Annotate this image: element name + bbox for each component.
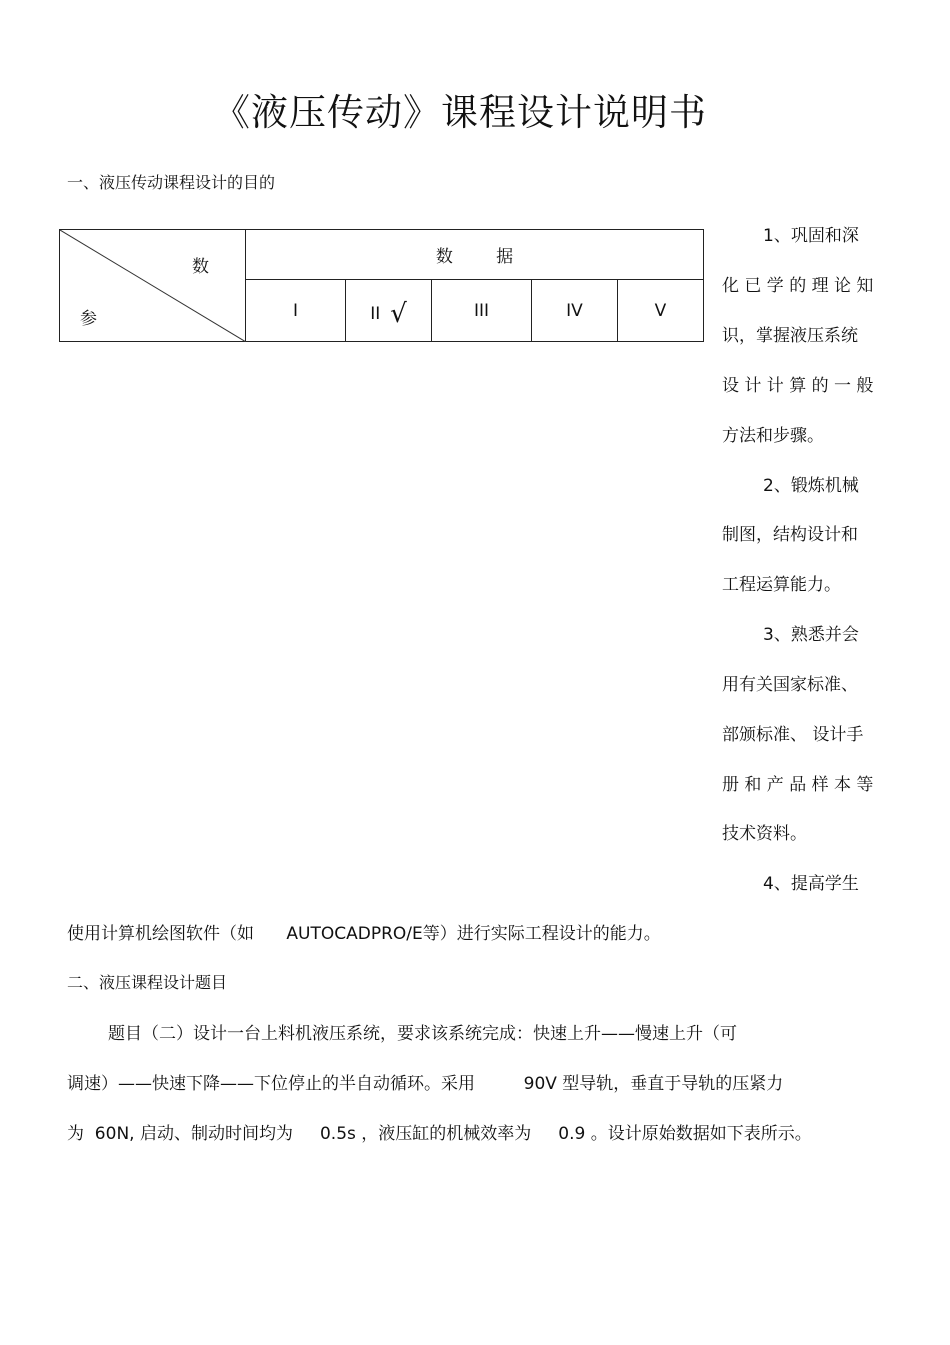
goal-line: 工程运算能力。 [722, 575, 841, 595]
goal-line: 1、巩固和深 [763, 226, 859, 246]
column-header: IV [532, 280, 618, 342]
goal-line: 4、提高学生 [763, 874, 859, 894]
section-heading-topic: 二、液压课程设计题目 [67, 973, 228, 992]
goal-line: 化 已 学 的 理 论 知 [722, 276, 874, 296]
goal-line: 设 计 计 算 的 一 般 [722, 376, 874, 396]
column-header: I [246, 280, 346, 342]
column-header-selected [346, 280, 432, 342]
goal-line: 技术资料。 [722, 824, 807, 844]
check-mark-icon: √ [390, 298, 407, 329]
goal-line: 方法和步骤。 [722, 426, 824, 446]
document-title: 《液压传动》课程设计说明书 [213, 91, 707, 134]
topic-paragraph-line: 调速）——快速下降——下位停止的半自动循环。采用 90V 型导轨，垂直于导轨的压紧力 [67, 1074, 784, 1094]
corner-label-top: 数 [192, 257, 209, 277]
section-heading-purpose: 一、液压传动课程设计的目的 [67, 173, 276, 192]
column-header: III [432, 280, 532, 342]
goal-line: 3、熟悉并会 [763, 625, 859, 645]
goal-line: 2、锻炼机械 [763, 476, 859, 496]
parameter-table [59, 229, 704, 342]
goal-continuation: 使用计算机绘图软件（如 AUTOCADPRO/E等）进行实际工程设计的能力。 [67, 924, 661, 944]
goal-line: 用有关国家标准、 [722, 675, 858, 695]
column-header: V [618, 280, 704, 342]
topic-paragraph-line: 题目（二）设计一台上料机液压系统，要求该系统完成：快速上升——慢速上升（可 [108, 1024, 737, 1044]
group-header-label: 数 据 [435, 247, 514, 267]
goal-line: 识，掌握液压系统 [722, 326, 858, 346]
topic-paragraph-line: 为 60N, 启动、制动时间均为 0.5s ，液压缸的机械效率为 0.9 。设计原始数据如下表所示。 [67, 1124, 812, 1144]
column-header-label: II [370, 303, 381, 324]
goal-line: 部颁标准、 设计手 [722, 725, 864, 745]
table-corner-cell [60, 230, 246, 342]
table-group-header [246, 230, 704, 280]
goal-line: 制图，结构设计和 [722, 525, 858, 545]
corner-label-bottom: 参 [80, 309, 97, 329]
goal-line: 册 和 产 品 样 本 等 [722, 775, 874, 795]
